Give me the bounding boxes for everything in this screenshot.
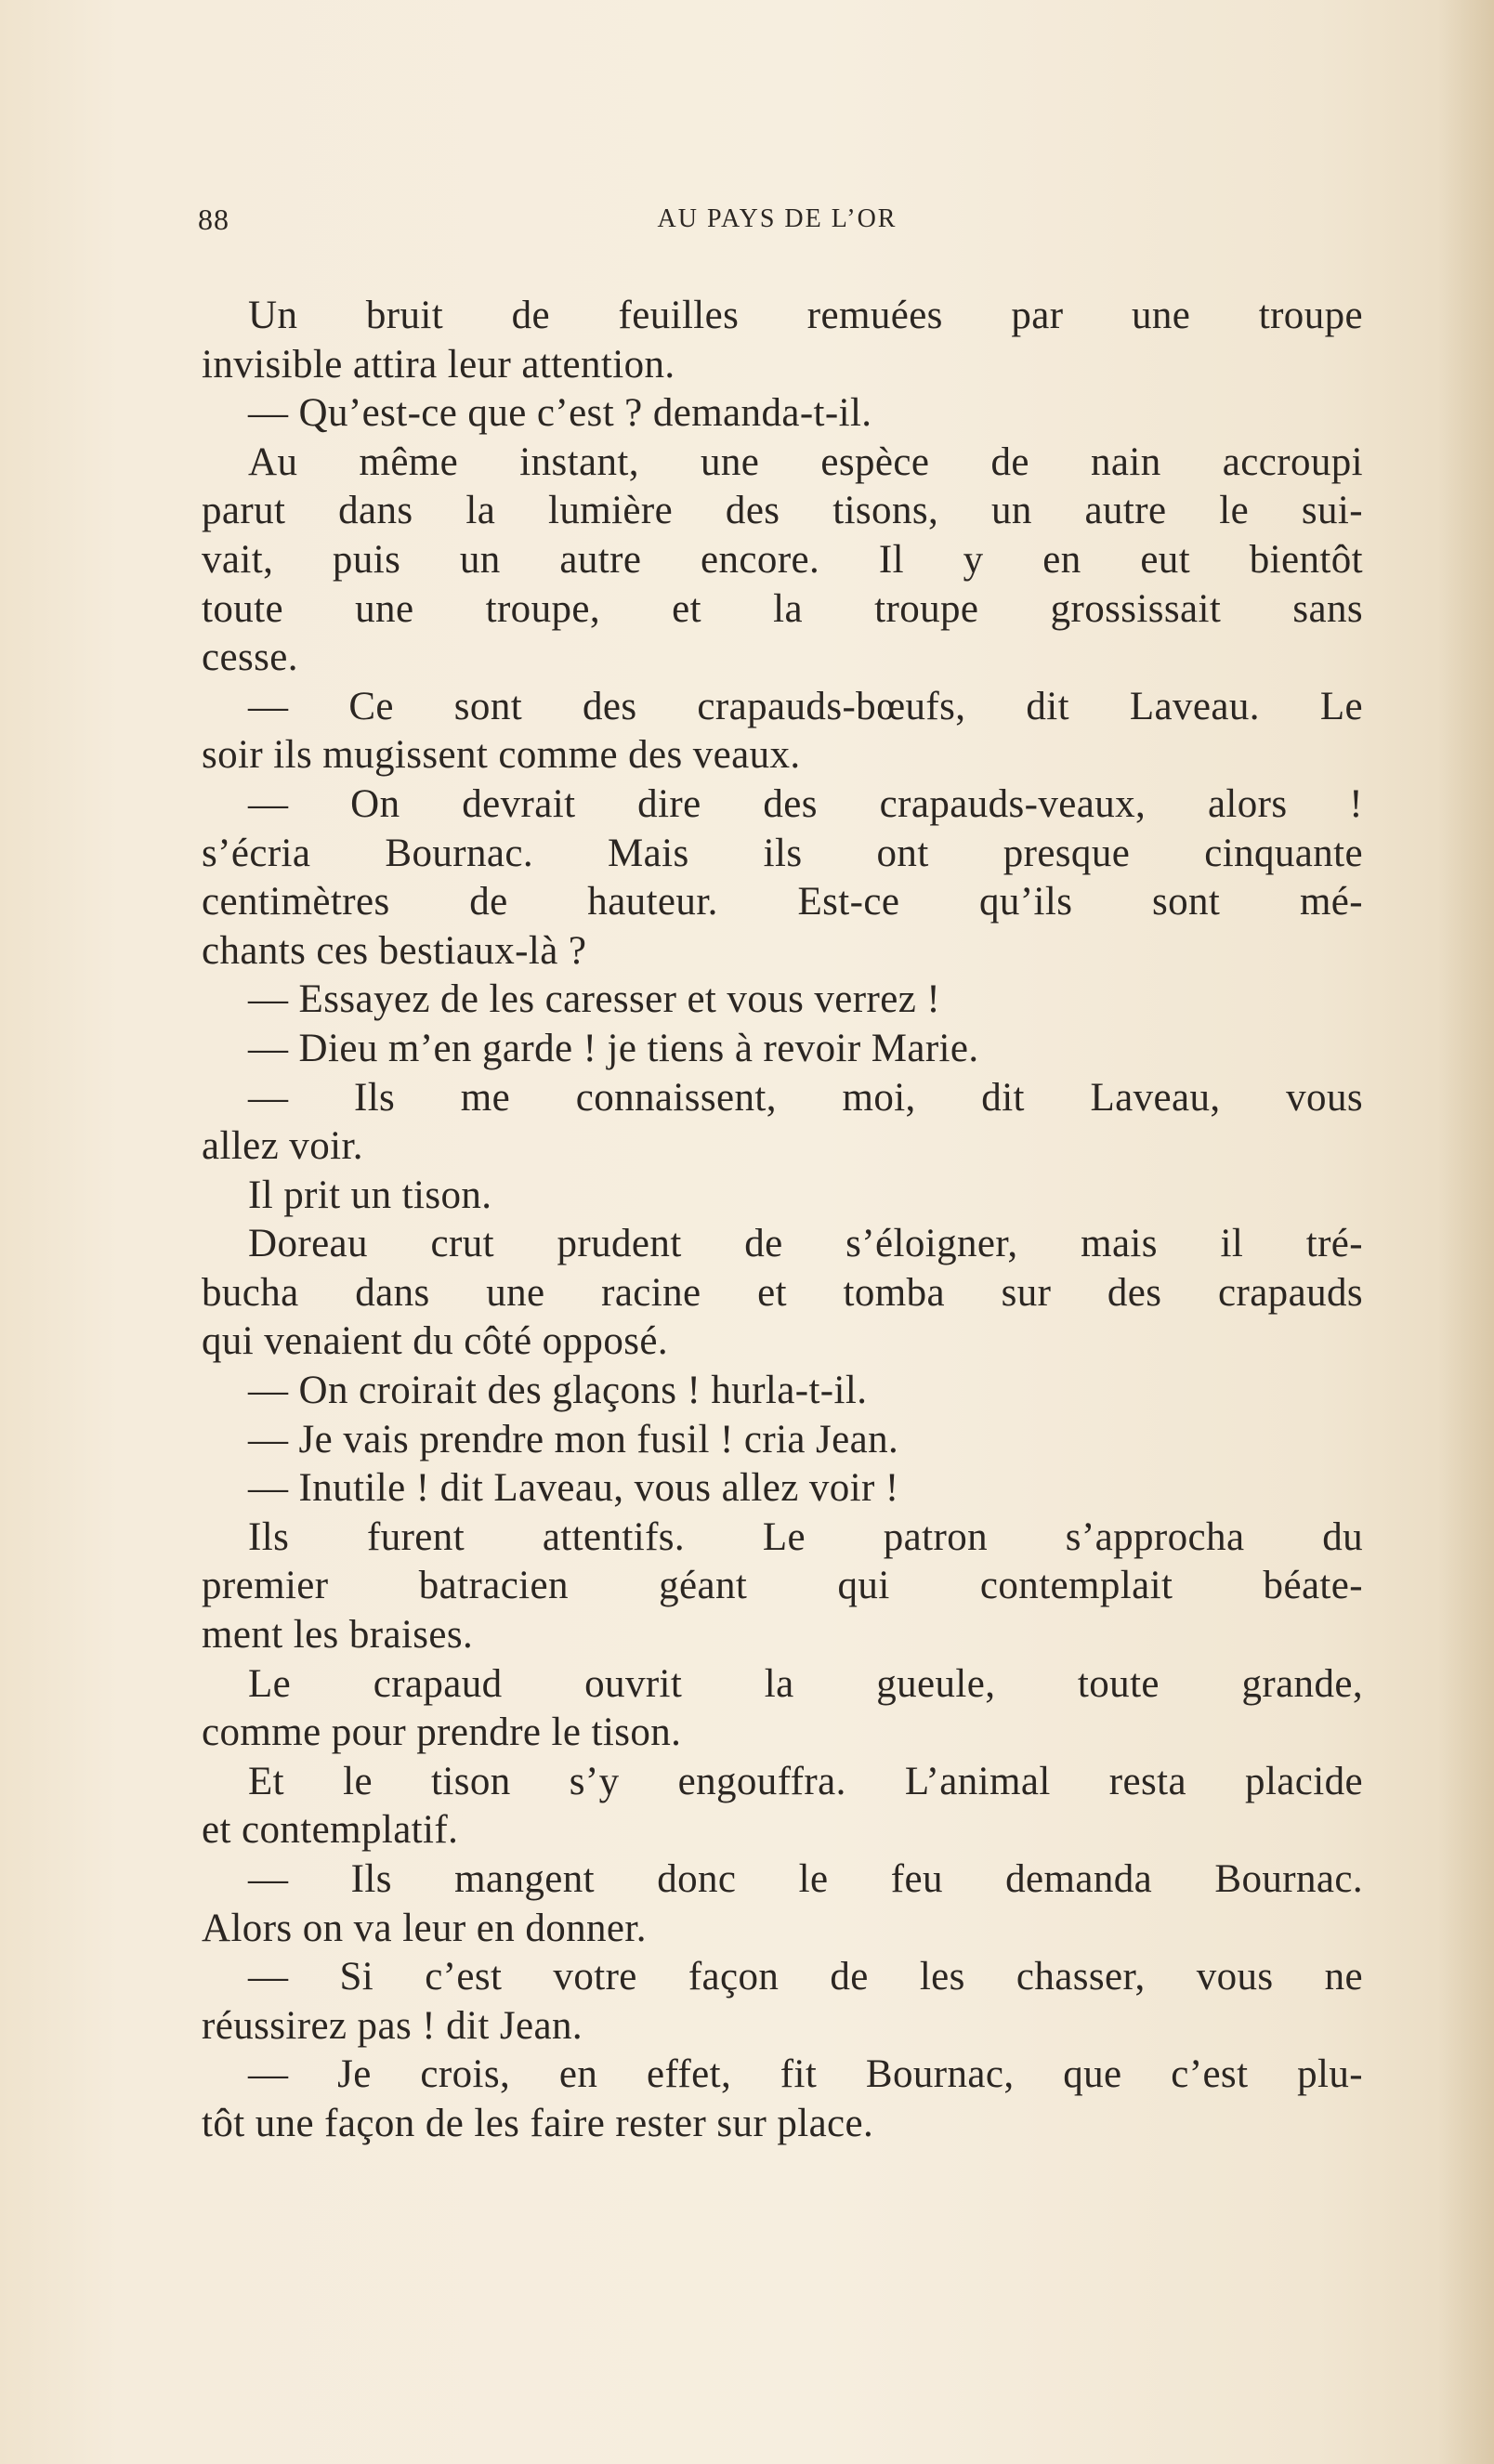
text-line: toute une troupe, et la troupe grossissait sans (202, 586, 1363, 631)
text-line: — Ce sont des crapauds-bœufs, dit Laveau. Le (248, 684, 1363, 728)
text-line: Et le tison s’y engouffra. L’animal resta placide (248, 1759, 1363, 1803)
text-line: premier batracien géant qui contemplait béate- (202, 1564, 1363, 1608)
text-line: — On croirait des glaçons ! hurla-t-il. (248, 1369, 868, 1413)
text-line: Au même instant, une espèce de nain accroupi (248, 439, 1363, 484)
text-line: — Dieu m’en garde ! je tiens à revoir Marie. (248, 1026, 979, 1070)
text-line: parut dans la lumière des tisons, un autre le sui- (202, 489, 1363, 533)
text-line: — Si c’est votre façon de les chasser, vous ne (248, 1955, 1363, 1999)
text-line: cesse. (202, 636, 298, 680)
text-line: invisible attira leur attention. (202, 342, 675, 387)
text-line: — On devrait dire des crapauds-veaux, alors ! (248, 781, 1363, 826)
text-line: Il prit un tison. (248, 1173, 492, 1217)
text-line: — Ils mangent donc le feu demanda Bournac. (248, 1857, 1363, 1901)
text-line: Un bruit de feuilles remuées par une troupe (248, 294, 1363, 337)
text-line: et contemplatif. (202, 1808, 459, 1853)
text-line: comme pour prendre le tison. (202, 1710, 682, 1755)
page-edge-shadow (1438, 0, 1494, 2464)
body-text (202, 292, 1363, 2149)
text-line: bucha dans une racine et tomba sur des crapauds (202, 1270, 1363, 1315)
text-line: Le crapaud ouvrit la gueule, toute grande, (248, 1661, 1363, 1706)
text-line: Doreau crut prudent de s’éloigner, mais il tré- (248, 1222, 1363, 1266)
text-line: — Ils me connaissent, moi, dit Laveau, vous (248, 1075, 1363, 1120)
text-line: s’écria Bournac. Mais ils ont presque cinquante (202, 831, 1363, 875)
text-line: Ils furent attentifs. Le patron s’approcha du (248, 1514, 1363, 1559)
text-line: — Inutile ! dit Laveau, vous allez voir ! (248, 1466, 899, 1511)
text-line: vait, puis un autre encore. Il y en eut bientôt (202, 537, 1363, 582)
page-header (198, 203, 1356, 242)
text-line: allez voir. (202, 1124, 363, 1169)
text-line: centimètres de hauteur. Est-ce qu’ils sont mé- (202, 880, 1363, 924)
text-line: ment les braises. (202, 1613, 474, 1658)
text-line: qui venaient du côté opposé. (202, 1319, 668, 1364)
text-line: chants ces bestiaux-là ? (202, 928, 587, 973)
text-line: — Je vais prendre mon fusil ! cria Jean. (248, 1417, 899, 1461)
text-line: tôt une façon de les faire rester sur place. (202, 2101, 874, 2145)
text-line: soir ils mugissent comme des veaux. (202, 733, 801, 778)
text-line: — Essayez de les caresser et vous verrez ! (248, 977, 941, 1022)
text-line: — Qu’est-ce que c’est ? demanda-t-il. (248, 391, 872, 436)
running-title: AU PAYS DE L’OR (657, 204, 898, 233)
text-line: réussirez pas ! dit Jean. (202, 2003, 583, 2048)
page-number: 88 (198, 203, 229, 236)
text-line: — Je crois, en effet, fit Bournac, que c’est plu- (248, 2052, 1363, 2097)
text-line: Alors on va leur en donner. (202, 1906, 647, 1950)
